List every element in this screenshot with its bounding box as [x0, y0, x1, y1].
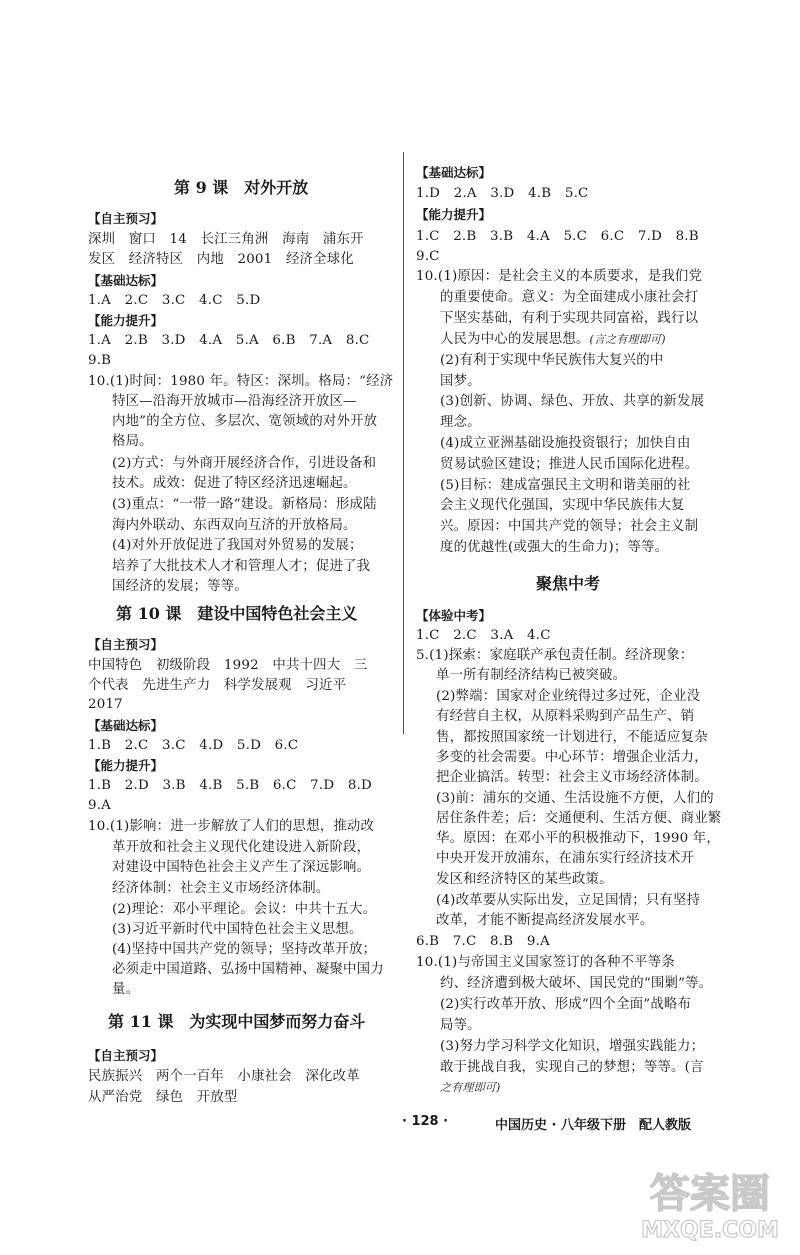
text-line: 从严治党 绿色 开放型: [88, 1090, 238, 1105]
text-line: 6.B 7.C 8.B 9.A: [416, 934, 550, 949]
text-line: 中国特色 初级阶段 1992 中共十四大 三: [88, 658, 368, 673]
text-line: 2017: [88, 697, 123, 712]
watermark-text: 答案圈: [650, 1171, 770, 1217]
book-title: 中国历史 · 八年级下册 配人教版: [495, 1118, 691, 1133]
watermark-logo: [630, 1163, 790, 1245]
text-line: 必须走中国道路、弘扬中国精神、凝聚中国力: [112, 962, 384, 977]
text-line: 局等。: [440, 1018, 481, 1033]
text-line: 10.(1)时间：1980 年。特区：深圳。格局：“经济: [88, 374, 394, 389]
text-line: 把企业搞活。转型：社会主义市场经济体制。: [436, 770, 708, 785]
text-line: 1.B 2.D 3.B 4.B 5.B 6.C 7.D 8.D: [88, 778, 372, 793]
text-line: 度的优越性(或强大的生命力)；等等。: [440, 540, 669, 555]
note-span: (言之有理即可): [589, 333, 666, 346]
text-line: 10.(1)与帝国主义国家签订的各种不平等条: [416, 955, 675, 970]
text-line: 1.C 2.B 3.B 4.A 5.C 6.C 7.D 8.B: [416, 229, 699, 244]
text-line: (4)成立亚洲基础设施投资银行；加快自由: [440, 436, 691, 451]
text-line: 9.C: [416, 249, 440, 264]
text-line: (4)对外开放促进了我国对外贸易的发展；: [112, 538, 363, 553]
section-heading: 【体验中考】: [416, 608, 492, 623]
text-line: (4)改革要从实际出发，立足国情；只有坚持: [436, 893, 701, 908]
text-line: 革开放和社会主义现代化建设进入新阶段，: [112, 840, 371, 855]
lesson-9-title: 第 9 课 对外开放: [174, 178, 309, 197]
text-line: (3)努力学习科学文化知识，增强实践能力；: [440, 1039, 705, 1054]
text-line: 约、经济遭到极大破坏、国民党的“围剿”等。: [440, 976, 713, 991]
text-line: 技术。成效：促进了特区经济迅速崛起。: [112, 476, 357, 491]
text-line: 量。: [112, 982, 140, 997]
text-line: (2)弊端：国家对企业统得过多过死，企业没: [436, 689, 701, 704]
text-line: 敢于挑战自我，实现自己的梦想；等等。(言: [440, 1060, 704, 1075]
section-heading: 【自主预习】: [88, 211, 164, 226]
text-line: 深圳 窗口 14 长江三角洲 海南 浦东开: [88, 232, 364, 247]
text-line: 对建设中国特色社会主义产生了深远影响。: [112, 860, 371, 875]
section-heading: 【能力提升】: [416, 207, 492, 222]
text-line: 多变的社会需要。中心环节：增强企业活力，: [436, 750, 708, 765]
section-heading: 【能力提升】: [88, 758, 164, 773]
section-heading: 【自主预习】: [88, 1048, 164, 1063]
text-line: 格局。: [112, 434, 153, 449]
text-line: 1.B 2.C 3.C 4.D 5.D 6.C: [88, 738, 299, 753]
text-line: 贸易试验区建设；推进人民币国际化进程。: [440, 457, 699, 472]
text-line: 海内外联动、东西双向互济的开放格局。: [112, 518, 357, 533]
text-line: 发区 经济特区 内地 2001 经济全球化: [88, 252, 354, 267]
text-line: 居住条件差；后：交通便利、生活方便、商业繁: [436, 811, 722, 826]
text-line: (3)重点：“一带一路”建设。新格局：形成陆: [112, 497, 377, 512]
text-line: 理念。: [440, 415, 481, 430]
text-line: 之有理即可): [440, 1081, 501, 1094]
text-line: 国梦。: [440, 374, 481, 389]
text-line: 9.B: [88, 353, 112, 368]
text-line: 会主义现代化强国，实现中华民族伟大复: [440, 498, 685, 513]
section-heading: 【基础达标】: [88, 718, 164, 733]
text-line: 的重要使命。意义：为全面建成小康社会打: [440, 290, 699, 305]
watermark-url: MXQE.COM: [641, 1218, 779, 1243]
text-line: (2)有利于实现中华民族伟大复兴的中: [440, 353, 664, 368]
column-divider: [403, 152, 404, 734]
text-line: 个代表 先进生产力 科学发展观 习近平: [88, 678, 347, 693]
text-line: (2)理论：邓小平理论。会议：中共十五大。: [112, 902, 377, 917]
text-line: 1.A 2.C 3.C 4.C 5.D: [88, 293, 261, 308]
text-line: [440, 332, 666, 348]
text-line: 特区—沿海开放城市—沿海经济开放区—: [112, 394, 357, 409]
text-line: (2)方式：与外商开展经济合作，引进设备和: [112, 456, 377, 471]
text-line: 5.(1)探索：家庭联产承包责任制。经济现象：: [416, 648, 694, 663]
text-line: 售，都按照国家统一计划进行，不能适应复杂: [436, 730, 708, 745]
text-line: (3)前：浦东的交通、生活设施不方便，人们的: [436, 791, 714, 806]
text-line: 改革，才能不断提高经济发展水平。: [436, 913, 654, 928]
lesson-11-title: 第 11 课 为实现中国梦而努力奋斗: [108, 1012, 366, 1031]
text-line: (3)习近平新时代中国特色社会主义思想。: [112, 922, 363, 937]
text-line: 10.(1)原因：是社会主义的本质要求，是我们党: [416, 269, 703, 284]
text-line: (3)创新、协调、绿色、开放、共享的新发展: [440, 394, 705, 409]
text-line: 民族振兴 两个一百年 小康社会 深化改革: [88, 1069, 360, 1084]
section-heading: 【基础达标】: [88, 273, 164, 288]
page-number: · 128 ·: [402, 1114, 449, 1129]
text-line: (5)目标：建成富强民主文明和谐美丽的社: [440, 478, 691, 493]
text-line: 经济体制：社会主义市场经济体制。: [112, 881, 330, 896]
text-line: 1.D 2.A 3.D 4.B 5.C: [416, 186, 589, 201]
text-line: 9.A: [88, 798, 112, 813]
text-line: 单一所有制经济结构已被突破。: [436, 668, 627, 683]
text-span: 人民为中心的发展思想。: [440, 332, 590, 347]
focus-exam-title: 聚焦中考: [536, 574, 601, 593]
text-line: 国经济的发展；等等。: [112, 579, 248, 594]
text-line: 中央开发开放浦东，在浦东实行经济技术开: [436, 851, 695, 866]
text-line: 有经营自主权，从原料采购到产品生产、销: [436, 709, 695, 724]
text-line: 1.A 2.B 3.D 4.A 5.A 6.B 7.A 8.C: [88, 333, 370, 348]
text-line: (2)实行改革开放、形成“四个全面”战略布: [440, 997, 692, 1012]
text-line: 1.C 2.C 3.A 4.C: [416, 628, 551, 643]
text-line: 下坚实基础，有利于实现共同富裕，践行以: [440, 311, 699, 326]
text-line: 华。原因：在邓小平的积极推动下，1990 年，: [436, 831, 720, 846]
lesson-10-title: 第 10 课 建设中国特色社会主义: [116, 604, 358, 623]
section-heading: 【基础达标】: [416, 165, 492, 180]
section-heading: 【能力提升】: [88, 313, 164, 328]
text-line: 内地”的全方位、多层次、宽领域的对外开放: [112, 414, 378, 429]
text-line: 兴。原因：中国共产党的领导；社会主义制: [440, 519, 699, 534]
text-line: (4)坚持中国共产党的领导；坚持改革开放；: [112, 942, 377, 957]
text-line: 发区和经济特区的某些政策。: [436, 872, 613, 887]
text-line: 培养了大批技术人才和管理人才；促进了我: [112, 559, 371, 574]
section-heading: 【自主预习】: [88, 637, 164, 652]
text-line: 10.(1)影响：进一步解放了人们的思想，推动改: [88, 819, 375, 834]
